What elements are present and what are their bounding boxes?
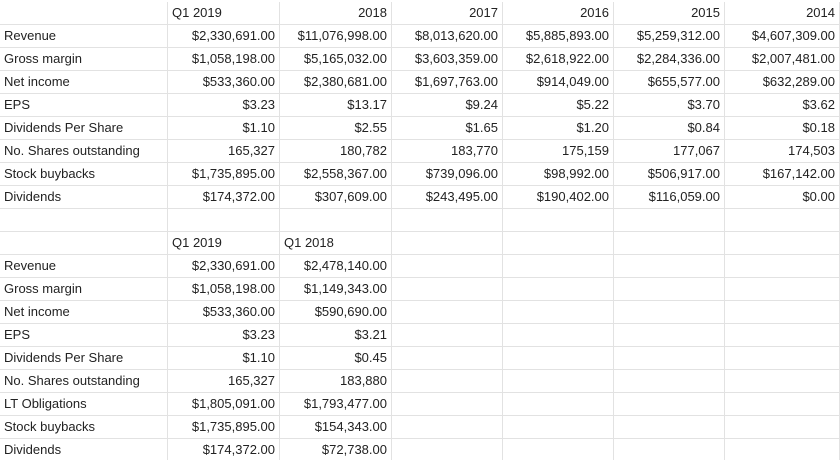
- value-cell[interactable]: $2,007,481.00: [725, 48, 840, 71]
- value-cell[interactable]: $739,096.00: [392, 163, 503, 186]
- value-cell[interactable]: $1,058,198.00: [168, 48, 280, 71]
- value-cell[interactable]: 165,327: [168, 370, 280, 393]
- value-cell[interactable]: 175,159: [503, 140, 614, 163]
- value-cell[interactable]: [503, 347, 614, 370]
- value-cell[interactable]: [614, 439, 725, 460]
- value-cell[interactable]: $1,735,895.00: [168, 163, 280, 186]
- value-cell[interactable]: [392, 255, 503, 278]
- value-cell[interactable]: $2,558,367.00: [280, 163, 392, 186]
- value-cell[interactable]: $3.21: [280, 324, 392, 347]
- value-cell[interactable]: [725, 439, 840, 460]
- value-cell[interactable]: [503, 301, 614, 324]
- value-cell[interactable]: [725, 370, 840, 393]
- value-cell[interactable]: $1.10: [168, 117, 280, 140]
- row-label-cell[interactable]: [0, 232, 168, 255]
- value-cell[interactable]: $2,618,922.00: [503, 48, 614, 71]
- value-cell[interactable]: $5,165,032.00: [280, 48, 392, 71]
- value-cell[interactable]: $632,289.00: [725, 71, 840, 94]
- value-cell[interactable]: $1.10: [168, 347, 280, 370]
- value-cell[interactable]: $506,917.00: [614, 163, 725, 186]
- column-header-cell[interactable]: 2018: [280, 2, 392, 25]
- value-cell[interactable]: [725, 209, 840, 232]
- value-cell[interactable]: [392, 209, 503, 232]
- value-cell[interactable]: $3.62: [725, 94, 840, 117]
- value-cell[interactable]: 180,782: [280, 140, 392, 163]
- value-cell[interactable]: 183,880: [280, 370, 392, 393]
- value-cell[interactable]: $2.55: [280, 117, 392, 140]
- value-cell[interactable]: $5,885,893.00: [503, 25, 614, 48]
- value-cell[interactable]: [503, 370, 614, 393]
- value-cell[interactable]: $154,343.00: [280, 416, 392, 439]
- value-cell[interactable]: [614, 278, 725, 301]
- value-cell[interactable]: [280, 209, 392, 232]
- value-cell[interactable]: [392, 324, 503, 347]
- value-cell[interactable]: $174,372.00: [168, 186, 280, 209]
- row-label-cell[interactable]: Net income: [0, 71, 168, 94]
- value-cell[interactable]: $5.22: [503, 94, 614, 117]
- row-label-cell[interactable]: Revenue: [0, 25, 168, 48]
- value-cell[interactable]: [392, 439, 503, 460]
- column-header-cell[interactable]: Q1 2019: [168, 2, 280, 25]
- value-cell[interactable]: [503, 278, 614, 301]
- value-cell[interactable]: [503, 209, 614, 232]
- row-label-cell[interactable]: Dividends Per Share: [0, 347, 168, 370]
- value-cell[interactable]: $1.65: [392, 117, 503, 140]
- row-label-cell[interactable]: EPS: [0, 94, 168, 117]
- row-label-cell[interactable]: Stock buybacks: [0, 163, 168, 186]
- value-cell[interactable]: $3,603,359.00: [392, 48, 503, 71]
- row-label-cell[interactable]: Gross margin: [0, 48, 168, 71]
- value-cell[interactable]: [614, 393, 725, 416]
- column-header-cell[interactable]: Q1 2019: [168, 232, 280, 255]
- value-cell[interactable]: [614, 209, 725, 232]
- value-cell[interactable]: [725, 416, 840, 439]
- value-cell[interactable]: [392, 301, 503, 324]
- value-cell[interactable]: $3.23: [168, 94, 280, 117]
- value-cell[interactable]: $243,495.00: [392, 186, 503, 209]
- column-header-cell[interactable]: 2017: [392, 2, 503, 25]
- row-label-cell[interactable]: Dividends Per Share: [0, 117, 168, 140]
- row-label-cell[interactable]: [0, 2, 168, 25]
- value-cell[interactable]: $1,735,895.00: [168, 416, 280, 439]
- value-cell[interactable]: $2,478,140.00: [280, 255, 392, 278]
- value-cell[interactable]: [725, 393, 840, 416]
- row-label-cell[interactable]: Dividends: [0, 186, 168, 209]
- value-cell[interactable]: $1,697,763.00: [392, 71, 503, 94]
- column-header-cell[interactable]: [503, 232, 614, 255]
- value-cell[interactable]: $190,402.00: [503, 186, 614, 209]
- value-cell[interactable]: [725, 347, 840, 370]
- value-cell[interactable]: $655,577.00: [614, 71, 725, 94]
- value-cell[interactable]: $533,360.00: [168, 301, 280, 324]
- value-cell[interactable]: $307,609.00: [280, 186, 392, 209]
- column-header-cell[interactable]: 2015: [614, 2, 725, 25]
- value-cell[interactable]: $9.24: [392, 94, 503, 117]
- value-cell[interactable]: $590,690.00: [280, 301, 392, 324]
- value-cell[interactable]: $72,738.00: [280, 439, 392, 460]
- value-cell[interactable]: $3.23: [168, 324, 280, 347]
- value-cell[interactable]: $533,360.00: [168, 71, 280, 94]
- column-header-cell[interactable]: 2014: [725, 2, 840, 25]
- value-cell[interactable]: $914,049.00: [503, 71, 614, 94]
- value-cell[interactable]: $1,793,477.00: [280, 393, 392, 416]
- value-cell[interactable]: $98,992.00: [503, 163, 614, 186]
- value-cell[interactable]: $3.70: [614, 94, 725, 117]
- value-cell[interactable]: $1,149,343.00: [280, 278, 392, 301]
- column-header-cell[interactable]: [725, 232, 840, 255]
- row-label-cell[interactable]: No. Shares outstanding: [0, 140, 168, 163]
- value-cell[interactable]: [392, 416, 503, 439]
- column-header-cell[interactable]: [614, 232, 725, 255]
- value-cell[interactable]: [503, 393, 614, 416]
- value-cell[interactable]: [503, 255, 614, 278]
- value-cell[interactable]: $2,330,691.00: [168, 255, 280, 278]
- value-cell[interactable]: $11,076,998.00: [280, 25, 392, 48]
- value-cell[interactable]: [392, 393, 503, 416]
- value-cell[interactable]: [614, 324, 725, 347]
- value-cell[interactable]: [725, 278, 840, 301]
- value-cell[interactable]: $0.00: [725, 186, 840, 209]
- row-label-cell[interactable]: EPS: [0, 324, 168, 347]
- value-cell[interactable]: $2,380,681.00: [280, 71, 392, 94]
- value-cell[interactable]: 183,770: [392, 140, 503, 163]
- value-cell[interactable]: [503, 439, 614, 460]
- row-label-cell[interactable]: Dividends: [0, 439, 168, 460]
- value-cell[interactable]: $0.45: [280, 347, 392, 370]
- value-cell[interactable]: 165,327: [168, 140, 280, 163]
- row-label-cell[interactable]: Stock buybacks: [0, 416, 168, 439]
- value-cell[interactable]: 177,067: [614, 140, 725, 163]
- value-cell[interactable]: [614, 370, 725, 393]
- value-cell[interactable]: [503, 324, 614, 347]
- value-cell[interactable]: [168, 209, 280, 232]
- value-cell[interactable]: 174,503: [725, 140, 840, 163]
- value-cell[interactable]: $0.84: [614, 117, 725, 140]
- value-cell[interactable]: [614, 255, 725, 278]
- value-cell[interactable]: [725, 301, 840, 324]
- value-cell[interactable]: $4,607,309.00: [725, 25, 840, 48]
- column-header-cell[interactable]: [392, 232, 503, 255]
- value-cell[interactable]: [503, 416, 614, 439]
- value-cell[interactable]: $1.20: [503, 117, 614, 140]
- value-cell[interactable]: $13.17: [280, 94, 392, 117]
- column-header-cell[interactable]: Q1 2018: [280, 232, 392, 255]
- value-cell[interactable]: $1,058,198.00: [168, 278, 280, 301]
- value-cell[interactable]: [614, 347, 725, 370]
- value-cell[interactable]: $2,284,336.00: [614, 48, 725, 71]
- value-cell[interactable]: [725, 324, 840, 347]
- value-cell[interactable]: $8,013,620.00: [392, 25, 503, 48]
- value-cell[interactable]: $1,805,091.00: [168, 393, 280, 416]
- value-cell[interactable]: [614, 416, 725, 439]
- row-label-cell[interactable]: Net income: [0, 301, 168, 324]
- row-label-cell[interactable]: No. Shares outstanding: [0, 370, 168, 393]
- value-cell[interactable]: $5,259,312.00: [614, 25, 725, 48]
- row-label-cell[interactable]: Revenue: [0, 255, 168, 278]
- value-cell[interactable]: $167,142.00: [725, 163, 840, 186]
- row-label-cell[interactable]: Gross margin: [0, 278, 168, 301]
- value-cell[interactable]: [392, 347, 503, 370]
- row-label-cell[interactable]: [0, 209, 168, 232]
- value-cell[interactable]: [392, 278, 503, 301]
- value-cell[interactable]: $174,372.00: [168, 439, 280, 460]
- value-cell[interactable]: $2,330,691.00: [168, 25, 280, 48]
- column-header-cell[interactable]: 2016: [503, 2, 614, 25]
- value-cell[interactable]: [614, 301, 725, 324]
- value-cell[interactable]: [392, 370, 503, 393]
- row-label-cell[interactable]: LT Obligations: [0, 393, 168, 416]
- value-cell[interactable]: [725, 255, 840, 278]
- value-cell[interactable]: $0.18: [725, 117, 840, 140]
- value-cell[interactable]: $116,059.00: [614, 186, 725, 209]
